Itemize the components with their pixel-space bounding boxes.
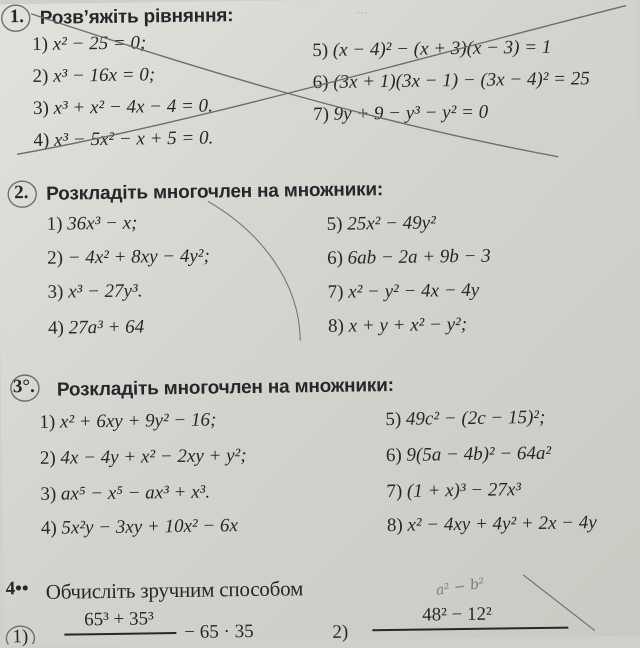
task-4-item-2-number: 2) [332,621,349,643]
task-1-title: Розв’яжіть рівняння: [39,5,234,29]
task-3-item-6: 6) 9(5a − 4b)² − 64a² [385,442,552,467]
task-3-title: Розкладіть многочлен на множники: [56,374,394,401]
task-2-item-3: 3) x³ − 27y³. [47,280,143,303]
task-4-item-1-numerator: 65³ + 35³ [84,608,154,631]
task-2-item-1: 1) 36x³ − x; [46,212,138,235]
circle-mark-3 [11,375,39,401]
arc-mark [208,200,300,341]
task-number-1: 1. [9,6,25,28]
task-3-item-2: 2) 4x − 4y + x² − 2xy + y²; [39,445,247,469]
task-2-item-2: 2) − 4x² + 8xy − 4y²; [46,245,210,269]
strike-line [524,574,595,631]
task-2-item-5: 5) 25x² − 49y² [326,212,436,235]
task-3-item-4: 4) 5x²y − 3xy + 10x² − 6x [40,515,239,539]
task-2-item-7: 7) x² − y² − 4x − 4y [327,279,480,303]
task-2-title: Розкладіть многочлен на множники: [46,179,384,205]
task-number-3: 3°. [12,375,35,398]
task-2-item-4: 4) 27a³ + 64 [47,316,145,339]
task-4-item-1-number: 1) [12,626,29,648]
task-1-item-6: 6) (3x + 1)(3x − 1) − (3x − 4)² = 25 [312,68,590,94]
task-number-2: 2. [14,182,29,204]
task-number-4: 4•• [5,578,29,600]
task-1-item-4: 4) x³ − 5x² − x + 5 = 0. [33,127,214,151]
bleed-through-text: … [355,1,369,17]
task-1-item-3: 3) x³ + x² − 4x − 4 = 0. [32,95,213,119]
task-2-item-6: 6) 6ab − 2a + 9b − 3 [326,245,491,269]
task-3-item-3: 3) ax⁵ − x⁵ − ax³ + x³. [40,481,211,505]
task-4-item-2-numerator: 48² − 12² [421,603,492,626]
circle-mark-2 [8,181,36,207]
task-3-item-8: 8) x² − 4xy + 4y² + 2x − 4y [386,512,597,537]
circle-mark-1 [2,5,30,31]
task-4-item-1-rest: − 65 · 35 [184,620,254,643]
task-3-item-5: 5) 49c² − (2c − 15)²; [385,406,546,431]
cross-line-a [32,7,558,164]
task-3-item-1: 1) x² + 6xy + 9y² − 16; [39,409,217,433]
task-1-item-5: 5) (x − 4)² − (x + 3)(x − 3) = 1 [312,36,552,62]
circle-mark-4 [6,626,34,644]
task-3-item-7: 7) (1 + x)³ − 27x³ [386,479,522,503]
handwritten-note: a² − b² [434,575,486,599]
task-1-item-7: 7) 9y + 9 − y³ − y² = 0 [312,101,489,126]
cross-line-b [16,6,628,155]
task-1-item-1: 1) x² − 25 = 0; [31,32,147,55]
task-2-item-8: 8) x + y + x² − y²; [327,313,468,337]
task-4-title: Обчисліть зручним способом [45,576,304,604]
task-1-item-2: 2) x³ − 16x = 0; [32,64,156,87]
